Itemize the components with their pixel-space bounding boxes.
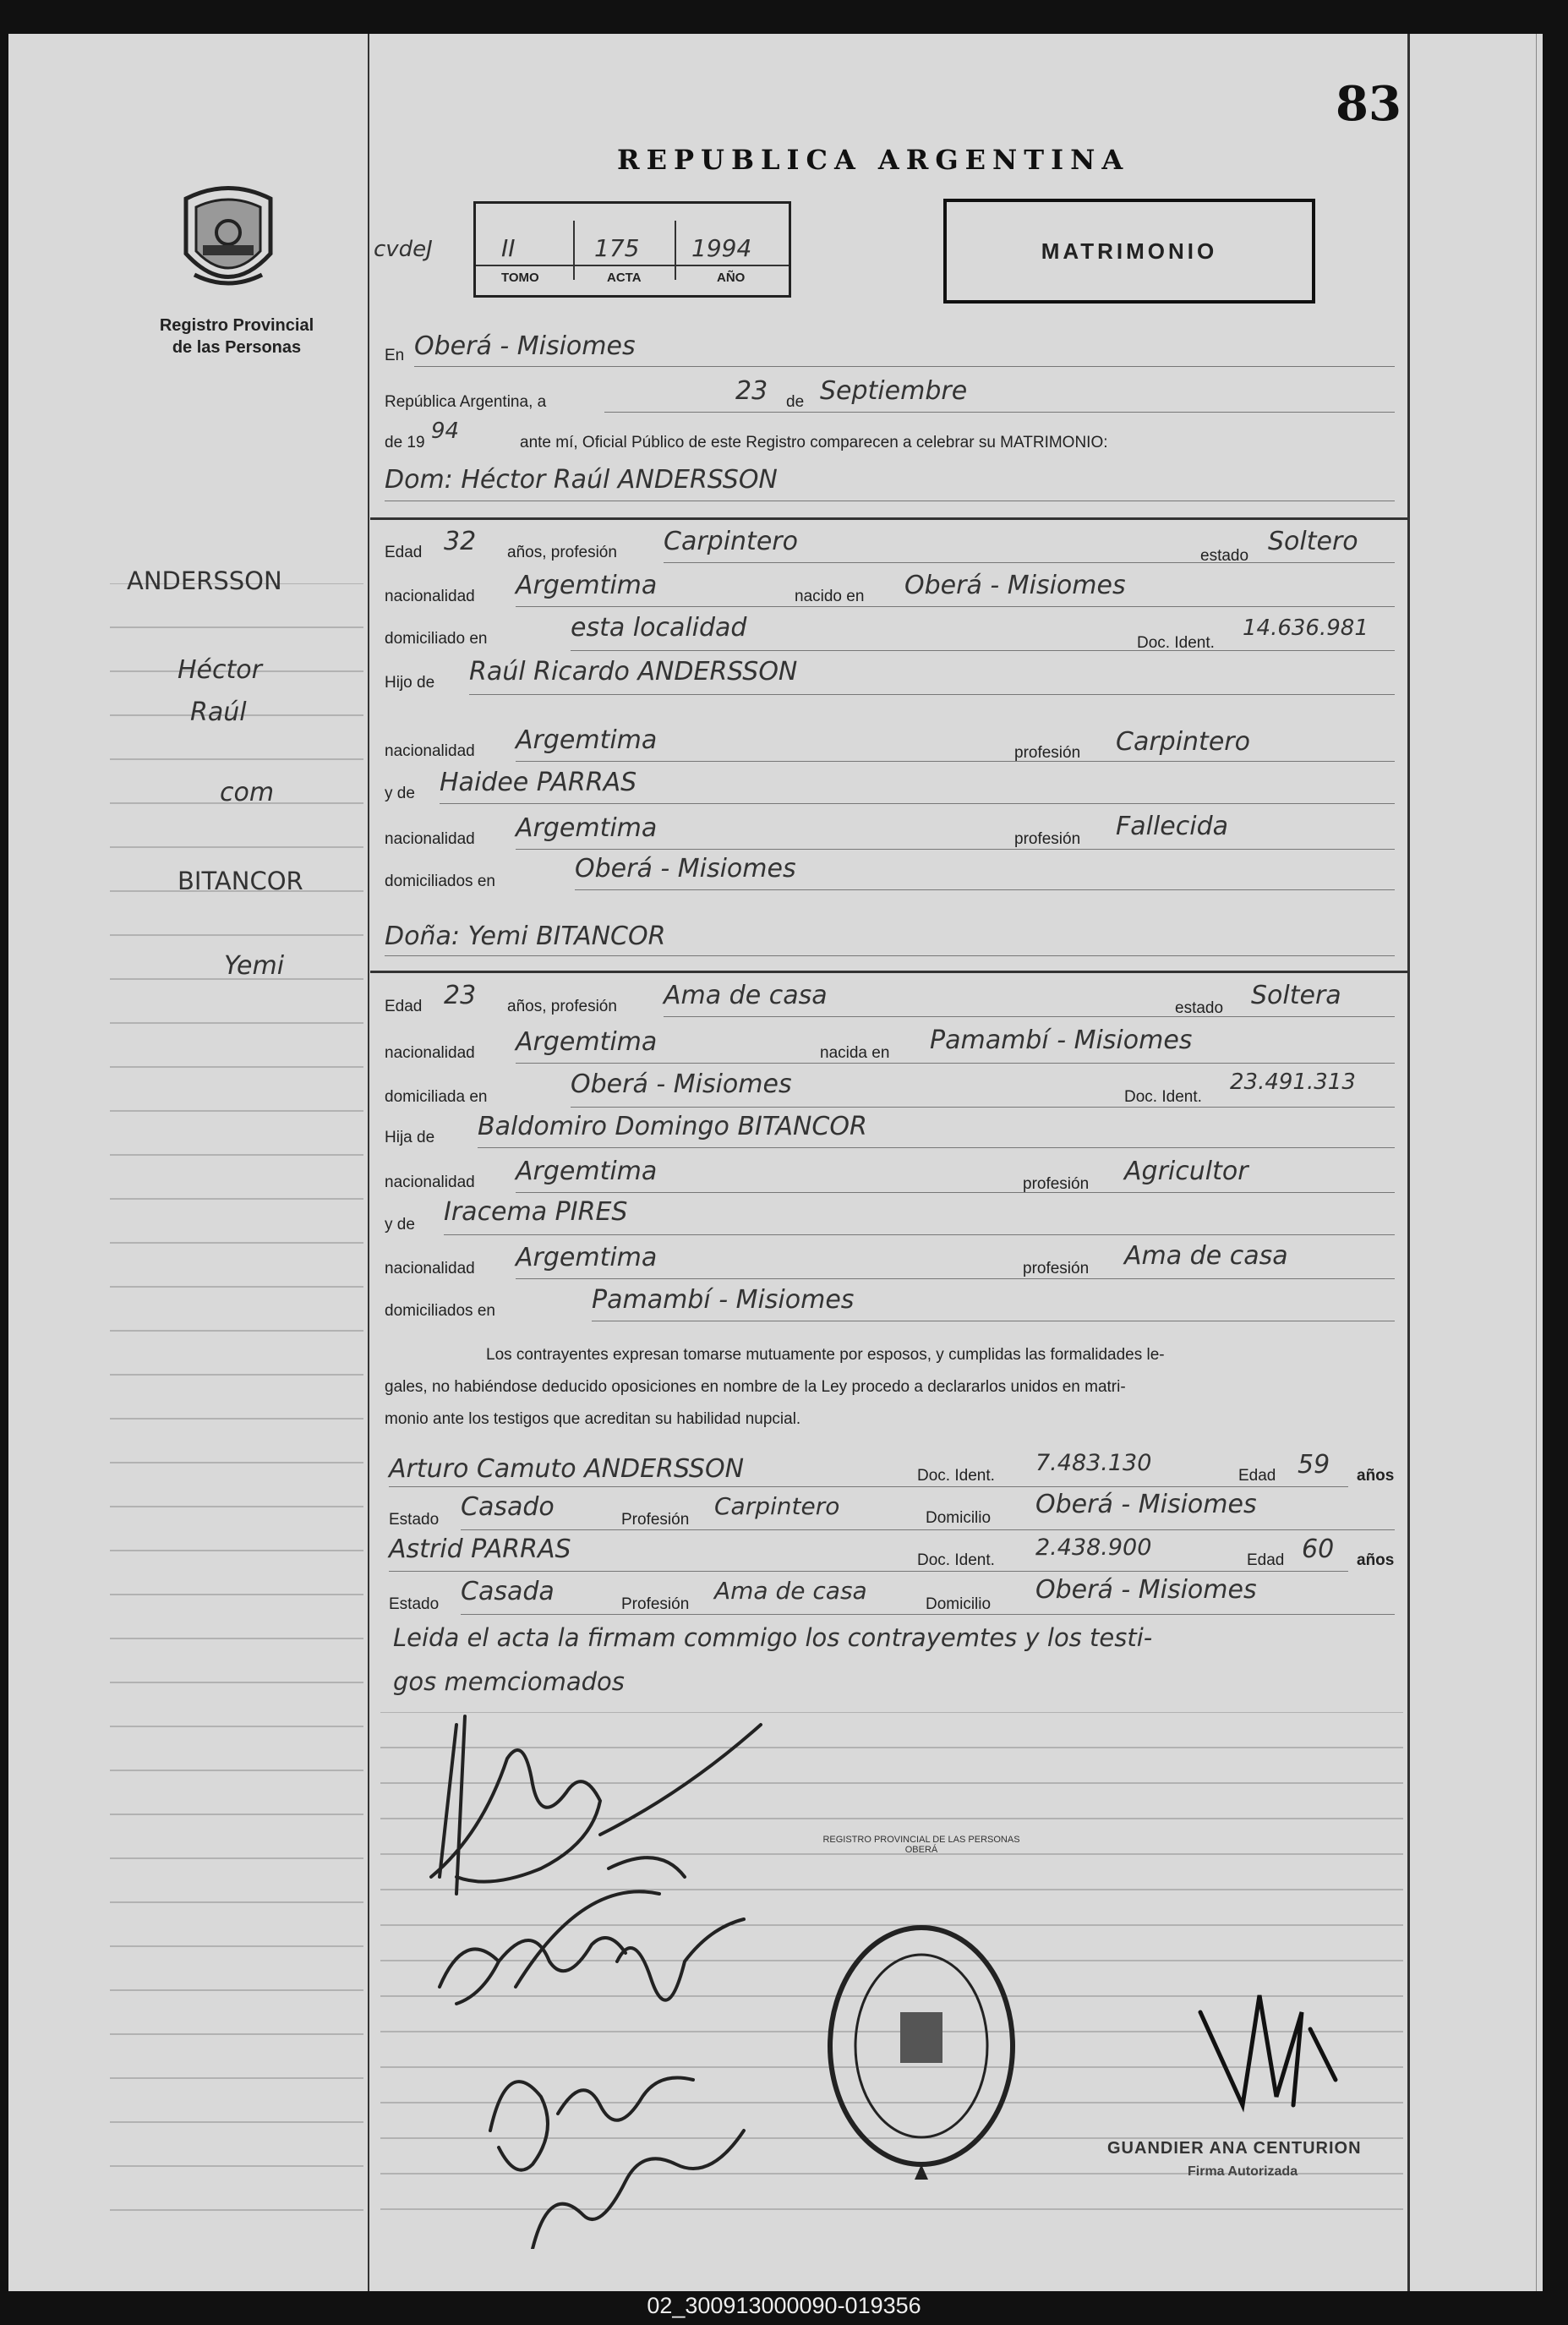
acta-box	[473, 201, 791, 298]
bride-madre-prof: Ama de casa	[1124, 1241, 1288, 1271]
tomo-value: II	[501, 234, 516, 262]
groom-estado: Soltero	[1268, 527, 1358, 556]
witness2-domicilio-label: Domicilio	[926, 1595, 992, 1613]
witness1-profesion: Carpintero	[714, 1492, 840, 1520]
groom-madre-prof: Fallecida	[1116, 812, 1229, 841]
groom-nacido: Oberá - Misiomes	[904, 571, 1126, 600]
groom-yde-label: y de	[385, 785, 415, 802]
declaration-line-2: gales, no habiéndose deducido oposiciones en nombre de la Ley procedo a declararlos unidos en matri-	[385, 1378, 1126, 1396]
anio-value: 1994	[691, 234, 752, 262]
groom-padre: Raúl Ricardo ANDERSSON	[469, 657, 798, 687]
margin-groom-surname: ANDERSSON	[127, 566, 282, 595]
groom-nacido-label: nacido en	[795, 588, 865, 605]
witness1-edad: 59	[1298, 1450, 1330, 1480]
registry-line-1: Registro Provincial	[159, 316, 314, 335]
witness2-anos-label: años	[1357, 1551, 1395, 1569]
margin-connector: com	[220, 778, 275, 807]
groom-padre-prof-label: profesión	[1014, 744, 1081, 762]
intro-day: 23	[735, 376, 768, 406]
margin-groom-first: Héctor	[178, 655, 262, 685]
groom-title-name: Dom: Héctor Raúl ANDERSSON	[385, 465, 778, 495]
bride-domiciliada-label: domiciliada en	[385, 1088, 488, 1106]
groom-padre-prof: Carpintero	[1116, 727, 1250, 757]
bride-nacida-label: nacida en	[820, 1044, 890, 1062]
witness1-name: Arturo Camuto ANDERSSON	[389, 1454, 745, 1484]
bride-domicilio: Oberá - Misiomes	[571, 1070, 792, 1099]
witness1-domicilio-label: Domicilio	[926, 1509, 992, 1527]
groom-edad-label: Edad	[385, 544, 423, 561]
groom-madre-nac-label: nacionalidad	[385, 830, 475, 848]
country-title: REPUBLICA ARGENTINA	[617, 144, 1130, 176]
witness1-estado-label: Estado	[389, 1511, 440, 1529]
witness2-profesion: Ama de casa	[714, 1577, 867, 1605]
groom-edad: 32	[444, 527, 477, 556]
seal-text: REGISTRO PROVINCIAL DE LAS PERSONAS OBERÁ	[822, 1835, 1020, 1855]
groom-anos-profesion-label: años, profesión	[507, 544, 617, 561]
image-id-footer: 02_300913000090-019356	[647, 2293, 921, 2318]
bride-estado: Soltera	[1251, 981, 1341, 1010]
groom-nac-label: nacionalidad	[385, 588, 475, 605]
bride-madre-nac-label: nacionalidad	[385, 1260, 475, 1277]
witness2-edad-label: Edad	[1247, 1551, 1285, 1569]
witness1-doc: 7.483.130	[1035, 1450, 1152, 1476]
bride-edad-label: Edad	[385, 998, 423, 1015]
declaration-line-1: Los contrayentes expresan tomarse mutuamente por esposos, y cumplidas las formalidades le-	[486, 1346, 1165, 1364]
witness2-doc: 2.438.900	[1035, 1534, 1152, 1561]
bride-yde-label: y de	[385, 1216, 415, 1234]
witness2-doc-label: Doc. Ident.	[917, 1551, 995, 1569]
republica-label: República Argentina, a	[385, 393, 547, 411]
year-suffix: 94	[431, 418, 460, 444]
registry-name	[123, 315, 351, 358]
intro-de-label: de	[786, 393, 805, 411]
bride-anos-profesion-label: años, profesión	[507, 998, 617, 1015]
bride-padre-nac-label: nacionalidad	[385, 1173, 475, 1191]
coat-of-arms-icon	[178, 182, 279, 300]
bride-padre-nac: Argemtima	[516, 1157, 658, 1186]
edge-rule	[1536, 34, 1537, 2291]
groom-padre-nac-label: nacionalidad	[385, 742, 475, 760]
witness2-estado-label: Estado	[389, 1595, 440, 1613]
intro-place: Oberá - Misiomes	[414, 331, 636, 361]
witness1-doc-label: Doc. Ident.	[917, 1467, 995, 1485]
bride-domiciliados-label: domiciliados en	[385, 1302, 495, 1320]
margin-groom-second: Raúl	[190, 698, 247, 727]
bride-doc: 23.491.313	[1230, 1070, 1356, 1095]
margin-ruled-lines	[110, 583, 372, 2240]
bride-estado-label: estado	[1175, 999, 1224, 1017]
signature-groom	[431, 1716, 600, 1894]
official-seal	[820, 1911, 1023, 2190]
year-prefix: de 19	[385, 434, 425, 451]
official-signature	[1192, 1978, 1344, 2131]
bride-hija-label: Hija de	[385, 1129, 435, 1146]
bride-padres-domicilio: Pamambí - Misiomes	[592, 1285, 855, 1315]
intro-statement: ante mí, Oficial Público de este Registro comparecen a celebrar su MATRIMONIO:	[520, 434, 1108, 451]
right-rule	[1407, 34, 1410, 2291]
margin-bride-surname: BITANCOR	[178, 867, 303, 895]
groom-madre-prof-label: profesión	[1014, 830, 1081, 848]
groom-profesion: Carpintero	[664, 527, 798, 556]
act-type-box	[943, 199, 1315, 304]
witness2-edad: 60	[1302, 1534, 1335, 1564]
tomo-label: TOMO	[501, 271, 539, 285]
groom-padre-nac: Argemtima	[516, 725, 658, 755]
bride-profesion: Ama de casa	[664, 981, 828, 1010]
closing-line-1: Leida el acta la firmam commigo los contrayemtes y los testi-	[393, 1623, 1153, 1652]
witness2-estado: Casada	[461, 1577, 555, 1606]
anio-label: AÑO	[717, 271, 746, 285]
acta-value: 175	[594, 234, 640, 262]
witness2-name: Astrid PARRAS	[389, 1534, 571, 1564]
act-type: MATRIMONIO	[1041, 238, 1218, 264]
witness2-profesion-label: Profesión	[621, 1595, 690, 1613]
acta-label: ACTA	[607, 271, 642, 285]
official-title: Firma Autorizada	[1188, 2164, 1298, 2179]
margin-bride-first: Yemi	[224, 951, 285, 981]
declaration-line-3: monio ante los testigos que acreditan su habilidad nupcial.	[385, 1410, 801, 1428]
bride-padre-prof: Agricultor	[1124, 1157, 1248, 1186]
witness2-domicilio: Oberá - Misiomes	[1035, 1575, 1257, 1605]
groom-domiciliados-label: domiciliados en	[385, 873, 495, 890]
groom-padres-domicilio: Oberá - Misiomes	[575, 854, 796, 884]
groom-doc: 14.636.981	[1243, 615, 1369, 641]
bride-nacionalidad: Argemtima	[516, 1027, 658, 1057]
official-name: GUANDIER ANA CENTURION	[1107, 2139, 1362, 2158]
bride-nac-label: nacionalidad	[385, 1044, 475, 1062]
intro-month: Septiembre	[820, 376, 968, 406]
groom-estado-label: estado	[1200, 547, 1249, 565]
witness1-estado: Casado	[461, 1492, 555, 1522]
signatures-group	[406, 1708, 811, 2249]
bride-madre-prof-label: profesión	[1023, 1260, 1090, 1277]
en-label: En	[385, 347, 405, 364]
bride-padre-prof-label: profesión	[1023, 1175, 1090, 1193]
bride-doc-label: Doc. Ident.	[1124, 1088, 1202, 1106]
page-number: 83	[1336, 76, 1401, 132]
groom-madre-nac: Argemtima	[516, 813, 658, 843]
bride-edad: 23	[444, 981, 477, 1010]
groom-hijo-label: Hijo de	[385, 674, 435, 692]
bride-padre: Baldomiro Domingo BITANCOR	[478, 1112, 867, 1141]
witness1-profesion-label: Profesión	[621, 1511, 690, 1529]
witness1-edad-label: Edad	[1238, 1467, 1276, 1485]
groom-domiciliado-label: domiciliado en	[385, 630, 488, 648]
signature-witness-2	[490, 2078, 693, 2170]
closing-line-2: gos memciomados	[393, 1667, 625, 1696]
signature-witness-3	[533, 2131, 744, 2249]
groom-domicilio: esta localidad	[571, 613, 747, 643]
bride-nacida: Pamambí - Misiomes	[930, 1026, 1193, 1055]
register-page	[8, 34, 1543, 2291]
witness1-anos-label: años	[1357, 1467, 1395, 1485]
groom-nacionalidad: Argemtima	[516, 571, 658, 600]
signature-witness-1	[600, 1725, 761, 2000]
groom-madre: Haidee PARRAS	[440, 768, 637, 797]
bride-title-name: Doña: Yemi BITANCOR	[385, 922, 666, 951]
bride-madre: Iracema PIRES	[444, 1197, 628, 1227]
groom-doc-label: Doc. Ident.	[1137, 634, 1215, 652]
registry-line-2: de las Personas	[172, 338, 302, 357]
witness1-domicilio: Oberá - Misiomes	[1035, 1490, 1257, 1519]
acta-prefix: cvdeJ	[374, 237, 433, 262]
bride-madre-nac: Argemtima	[516, 1243, 658, 1272]
